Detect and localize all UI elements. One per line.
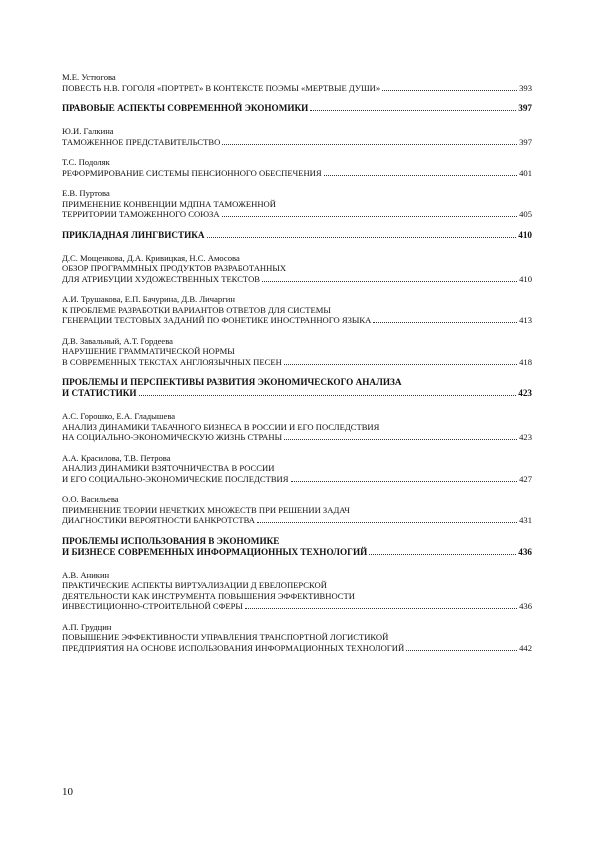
- page-number: 10: [62, 786, 73, 798]
- toc-author: Т.С. Подоляк: [62, 157, 110, 167]
- toc-title-line: В СОВРЕМЕННЫХ ТЕКСТАХ АНГЛОЯЗЫЧНЫХ ПЕСЕН: [62, 356, 282, 367]
- dot-leader: [373, 322, 517, 323]
- dot-leader: [139, 395, 517, 396]
- toc-page-number: 427: [519, 473, 532, 484]
- toc-title-row: [62, 274, 532, 285]
- toc-author: А.П. Грудцин: [62, 621, 112, 632]
- toc-page-number: 393: [519, 82, 532, 93]
- toc-title-line: К ПРОБЛЕМЕ РАЗРАБОТКИ ВАРИАНТОВ ОТВЕТОВ ДЛЯ СИСТЕМЫ: [62, 304, 331, 315]
- toc-entry: [62, 72, 532, 93]
- dot-leader: [222, 216, 518, 217]
- toc-title-row: [62, 103, 532, 114]
- toc-title-line: НАРУШЕНИЕ ГРАММАТИЧЕСКОЙ НОРМЫ: [62, 346, 235, 356]
- toc-title-line: ПРИМЕНЕНИЕ КОНВЕНЦИИ МДПНА ТАМОЖЕННОЙ: [62, 198, 276, 209]
- toc-entry: [62, 253, 532, 285]
- toc-page-number: 397: [519, 136, 532, 147]
- toc-section-heading: [62, 103, 532, 114]
- toc-page-number: 423: [519, 432, 532, 442]
- toc-author: О.О. Васильева: [62, 494, 119, 504]
- table-of-contents: [62, 72, 532, 663]
- toc-entry: [62, 126, 532, 147]
- toc-title-line: И ЕГО СОЦИАЛЬНО-ЭКОНОМИЧЕСКИЕ ПОСЛЕДСТВИЯ: [62, 473, 289, 484]
- toc-section-heading: [62, 230, 532, 241]
- toc-title-line: РЕФОРМИРОВАНИЕ СИСТЕМЫ ПЕНСИОННОГО ОБЕСПЕЧЕНИЯ: [62, 167, 322, 178]
- toc-page-number: 436: [519, 601, 532, 611]
- toc-title-row: [62, 601, 532, 612]
- toc-entry: [62, 570, 532, 612]
- toc-title-row: [62, 137, 532, 148]
- toc-title-line: ДЛЯ АТРИБУЦИИ ХУДОЖЕСТВЕННЫХ ТЕКСТОВ: [62, 273, 261, 284]
- toc-title-line: ОБЗОР ПРОГРАММНЫХ ПРОДУКТОВ РАЗРАБОТАННЫХ: [62, 263, 287, 273]
- toc-title-line: АНАЛИЗ ДИНАМИКИ ВЗЯТОЧНИЧЕСТВА В РОССИИ: [62, 463, 275, 473]
- toc-entry: [62, 336, 532, 368]
- dot-leader: [222, 144, 517, 145]
- toc-title-line: ПОВЫШЕНИЕ ЭФФЕКТИВНОСТИ УПРАВЛЕНИЯ ТРАНСПОРТНОЙ ЛОГИСТИКОЙ: [62, 632, 389, 642]
- toc-title-line: ДЕЯТЕЛЬНОСТИ КАК ИНСТРУМЕНТА ПОВЫШЕНИЯ ЭФФЕКТИВНОСТИ: [62, 590, 355, 601]
- toc-author: А.А. Красилова, Т.В. Петрова: [62, 452, 171, 463]
- dot-leader: [382, 90, 517, 91]
- dot-leader: [310, 110, 516, 111]
- dot-leader: [324, 175, 518, 176]
- dot-leader: [245, 608, 517, 609]
- toc-title-row: [62, 547, 532, 558]
- toc-title-row: [62, 315, 532, 326]
- dot-leader: [262, 281, 517, 282]
- toc-title-line: ПОВЕСТЬ Н.В. ГОГОЛЯ «ПОРТРЕТ» В КОНТЕКСТЕ ПОЭМЫ «МЕРТВЫЕ ДУШИ»: [62, 82, 381, 93]
- toc-author: Д.С. Мощенкова, Д.А. Кривицкая, Н.С. Амосова: [62, 252, 240, 263]
- toc-title-line: ТЕРРИТОРИИ ТАМОЖЕННОГО СОЮЗА: [62, 209, 220, 219]
- toc-page-number: 423: [518, 388, 532, 398]
- toc-title-line: ГЕНЕРАЦИИ ТЕСТОВЫХ ЗАДАНИЙ ПО ФОНЕТИКЕ ИНОСТРАННОГО ЯЗЫКА: [62, 315, 372, 325]
- toc-title-line: ИНВЕСТИЦИОННО-СТРОИТЕЛЬНОЙ СФЕРЫ: [62, 601, 243, 611]
- dot-leader: [369, 554, 516, 555]
- toc-section-heading: [62, 536, 532, 558]
- toc-section-heading: [62, 377, 532, 399]
- dot-leader: [257, 522, 517, 523]
- toc-title-line: ПРОБЛЕМЫ ИСПОЛЬЗОВАНИЯ В ЭКОНОМИКЕ: [62, 535, 280, 546]
- toc-title-line: ДИАГНОСТИКИ ВЕРОЯТНОСТИ БАНКРОТСТВА: [62, 515, 256, 525]
- toc-title-line: ПРИМЕНЕНИЕ ТЕОРИИ НЕЧЕТКИХ МНОЖЕСТВ ПРИ РЕШЕНИИ ЗАДАЧ: [62, 504, 350, 515]
- toc-title-line: И БИЗНЕСЕ СОВРЕМЕННЫХ ИНФОРМАЦИОННЫХ ТЕХНОЛОГИЙ: [62, 546, 368, 557]
- toc-title-row: [62, 432, 532, 443]
- toc-author: М.Е. Устюгова: [62, 72, 116, 82]
- toc-title-line: ТАМОЖЕННОЕ ПРЕДСТАВИТЕЛЬСТВО: [62, 136, 221, 147]
- toc-entry: [62, 453, 532, 485]
- toc-title-row: [62, 643, 532, 654]
- toc-title-line: НА СОЦИАЛЬНО-ЭКОНОМИЧЕСКУЮ ЖИЗНЬ СТРАНЫ: [62, 432, 283, 442]
- toc-title-line: ПРЕДПРИЯТИЯ НА ОСНОВЕ ИСПОЛЬЗОВАНИЯ ИНФОРМАЦИОННЫХ ТЕХНОЛОГИЙ: [62, 642, 405, 653]
- toc-title-row: [62, 388, 532, 399]
- toc-author: А.В. Аникин: [62, 569, 110, 580]
- toc-page-number: 413: [519, 315, 532, 325]
- toc-entry: [62, 294, 532, 326]
- toc-title-line: ПРАКТИЧЕСКИЕ АСПЕКТЫ ВИРТУАЛИЗАЦИИ Д ЕВЕЛОПЕРСКОЙ: [62, 580, 327, 590]
- toc-entry: [62, 157, 532, 178]
- toc-page-number: 436: [518, 546, 532, 557]
- toc-page-number: 431: [519, 515, 532, 525]
- toc-title-row: [62, 474, 532, 485]
- toc-title-row: [62, 83, 532, 94]
- toc-page-number: 418: [519, 356, 532, 367]
- toc-author: А.С. Горошко, Е.А. Гладышева: [62, 411, 176, 421]
- toc-title-row: [62, 515, 532, 526]
- dot-leader: [291, 481, 518, 482]
- toc-page-number: 410: [519, 273, 532, 284]
- toc-page-number: 397: [518, 103, 532, 113]
- toc-title-line: И СТАТИСТИКИ: [62, 388, 137, 398]
- dot-leader: [284, 439, 517, 440]
- toc-title-row: [62, 230, 532, 241]
- toc-title-row: [62, 209, 532, 220]
- toc-entry: [62, 622, 532, 654]
- toc-page-number: 401: [519, 167, 532, 178]
- dot-leader: [406, 650, 517, 651]
- toc-author: Ю.И. Галкина: [62, 126, 114, 136]
- toc-page-number: 442: [519, 642, 532, 653]
- dot-leader: [284, 364, 517, 365]
- toc-author: Д.В. Завальный, А.Т. Гордеева: [62, 335, 173, 346]
- toc-entry: [62, 188, 532, 220]
- toc-page-number: 410: [518, 229, 532, 240]
- dot-leader: [207, 237, 517, 238]
- toc-title-row: [62, 357, 532, 368]
- toc-author: А.И. Трушакова, Е.П. Бачурина, Д.В. Личаргин: [62, 294, 235, 304]
- toc-entry: [62, 411, 532, 443]
- toc-title-line: ПРИКЛАДНАЯ ЛИНГВИСТИКА: [62, 229, 205, 240]
- toc-title-line: ПРОБЛЕМЫ И ПЕРСПЕКТИВЫ РАЗВИТИЯ ЭКОНОМИЧЕСКОГО АНАЛИЗА: [62, 377, 402, 387]
- toc-title-line: АНАЛИЗ ДИНАМИКИ ТАБАЧНОГО БИЗНЕСА В РОССИИ И ЕГО ПОСЛЕДСТВИЯ: [62, 421, 380, 432]
- toc-title-row: [62, 168, 532, 179]
- toc-title-line: ПРАВОВЫЕ АСПЕКТЫ СОВРЕМЕННОЙ ЭКОНОМИКИ: [62, 103, 309, 113]
- toc-page-number: 405: [519, 209, 532, 219]
- toc-entry: [62, 494, 532, 526]
- toc-author: Е.В. Пуртова: [62, 188, 110, 198]
